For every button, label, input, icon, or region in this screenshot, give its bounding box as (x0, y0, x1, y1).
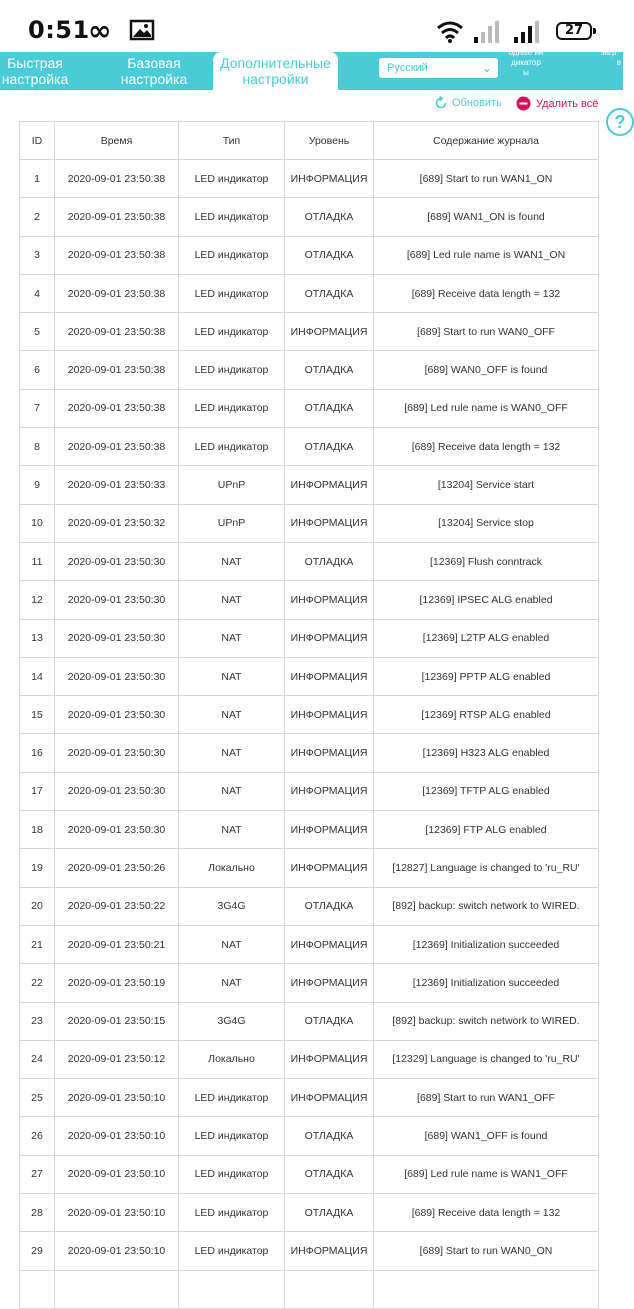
cell-level: ИНФОРМАЦИЯ (285, 964, 374, 1002)
table-row (20, 1155, 599, 1193)
partial-text: дикатор (511, 58, 541, 67)
partial-text: загр (601, 48, 617, 57)
cell-level: ИНФОРМАЦИЯ (285, 734, 374, 772)
tab-label: Базовая (127, 55, 181, 71)
table-row (20, 619, 599, 657)
cell-level: ИНФОРМАЦИЯ (285, 1079, 374, 1117)
cell-id: 21 (20, 925, 55, 963)
cell-type: NAT (179, 542, 285, 580)
cell-content: [892] backup: switch network to WIRED. (374, 887, 599, 925)
cell-level: ОТЛАДКА (285, 1117, 374, 1155)
cell-id: 27 (20, 1155, 55, 1193)
cell-content: [12369] Initialization succeeded (374, 925, 599, 963)
cell-level: ИНФОРМАЦИЯ (285, 160, 374, 198)
cell-content: [689] WAN0_OFF is found (374, 351, 599, 389)
cell-time: 2020-09-01 23:50:30 (55, 772, 179, 810)
cell-id: 28 (20, 1194, 55, 1232)
table-row (20, 1040, 599, 1078)
signal-2-icon (512, 20, 542, 44)
cell-content: [12827] Language is changed to 'ru_RU' (374, 849, 599, 887)
table-row (20, 696, 599, 734)
cell-content: [689] Start to run WAN0_OFF (374, 313, 599, 351)
cell-time: 2020-09-01 23:50:38 (55, 428, 179, 466)
cell-content: [12369] L2TP ALG enabled (374, 619, 599, 657)
cell-id: 8 (20, 428, 55, 466)
tab-label: настройка (120, 71, 188, 87)
cell-type: NAT (179, 964, 285, 1002)
column-header-content[interactable]: Содержание журнала (374, 122, 599, 160)
cell-id: 5 (20, 313, 55, 351)
cell-time: 2020-09-01 23:50:38 (55, 351, 179, 389)
cell-type: UPnP (179, 466, 285, 504)
cell-type: Локально (179, 849, 285, 887)
cell-type: LED индикатор (179, 236, 285, 274)
delete-all-label: Удалить всё (536, 97, 599, 110)
partial-text: одные ин (508, 48, 544, 57)
cell-level (285, 1270, 374, 1308)
cell-content: [689] Receive data length = 132 (374, 1194, 599, 1232)
table-row (20, 811, 599, 849)
cell-time: 2020-09-01 23:50:33 (55, 466, 179, 504)
language-select[interactable] (378, 57, 499, 79)
table-row (20, 657, 599, 695)
cell-level: ОТЛАДКА (285, 351, 374, 389)
cell-level: ИНФОРМАЦИЯ (285, 1040, 374, 1078)
cell-time: 2020-09-01 23:50:38 (55, 274, 179, 312)
cell-type: NAT (179, 581, 285, 619)
cell-type (179, 1270, 285, 1308)
table-row (20, 1232, 599, 1270)
cell-id: 14 (20, 657, 55, 695)
cell-time: 2020-09-01 23:50:15 (55, 1002, 179, 1040)
cell-time (55, 1270, 179, 1308)
cell-id: 25 (20, 1079, 55, 1117)
table-row (20, 581, 599, 619)
cell-id: 6 (20, 351, 55, 389)
cell-level: ОТЛАДКА (285, 274, 374, 312)
cell-level: ИНФОРМАЦИЯ (285, 581, 374, 619)
cell-id: 16 (20, 734, 55, 772)
cell-content: [689] Receive data length = 132 (374, 428, 599, 466)
cell-type: LED индикатор (179, 1117, 285, 1155)
cell-content: [689] Start to run WAN0_ON (374, 1232, 599, 1270)
cell-type: LED индикатор (179, 1155, 285, 1193)
column-header-level[interactable]: Уровень (285, 122, 374, 160)
table-row (20, 428, 599, 466)
cell-type: UPnP (179, 504, 285, 542)
cell-type: LED индикатор (179, 160, 285, 198)
cell-time: 2020-09-01 23:50:10 (55, 1079, 179, 1117)
cell-time: 2020-09-01 23:50:22 (55, 887, 179, 925)
table-row (20, 274, 599, 312)
partial-text: в (616, 58, 621, 67)
cell-time: 2020-09-01 23:50:38 (55, 389, 179, 427)
cell-id (20, 1270, 55, 1308)
cell-time: 2020-09-01 23:50:10 (55, 1117, 179, 1155)
cell-id: 13 (20, 619, 55, 657)
cell-content: [12369] FTP ALG enabled (374, 811, 599, 849)
system-log-table (19, 121, 599, 1309)
cell-content: [689] Receive data length = 132 (374, 274, 599, 312)
cell-time: 2020-09-01 23:50:30 (55, 734, 179, 772)
cell-content: [12369] Initialization succeeded (374, 964, 599, 1002)
cell-level: ОТЛАДКА (285, 887, 374, 925)
cell-id: 9 (20, 466, 55, 504)
cell-level: ОТЛАДКА (285, 1194, 374, 1232)
cell-time: 2020-09-01 23:50:10 (55, 1194, 179, 1232)
cell-content (374, 1270, 599, 1308)
partial-text: ы (523, 68, 529, 77)
table-row (20, 236, 599, 274)
tab-advanced[interactable] (213, 52, 338, 90)
table-row (20, 351, 599, 389)
cell-time: 2020-09-01 23:50:21 (55, 925, 179, 963)
table-row (20, 772, 599, 810)
cell-id: 22 (20, 964, 55, 1002)
table-row (20, 542, 599, 580)
cell-level: ОТЛАДКА (285, 542, 374, 580)
cell-level: ИНФОРМАЦИЯ (285, 504, 374, 542)
cell-type: NAT (179, 734, 285, 772)
cell-content: [892] backup: switch network to WIRED. (374, 1002, 599, 1040)
cell-type: LED индикатор (179, 428, 285, 466)
signal-1-icon (472, 20, 500, 44)
cell-id: 10 (20, 504, 55, 542)
table-row (20, 964, 599, 1002)
cell-level: ИНФОРМАЦИЯ (285, 849, 374, 887)
cell-level: ИНФОРМАЦИЯ (285, 696, 374, 734)
cell-type: NAT (179, 925, 285, 963)
infinity-icon: ∞ (88, 14, 112, 47)
table-row (20, 466, 599, 504)
table-row (20, 1002, 599, 1040)
cell-type: LED индикатор (179, 198, 285, 236)
refresh-button[interactable] (434, 96, 502, 110)
delete-all-button[interactable] (516, 96, 598, 111)
status-bar (0, 0, 623, 52)
cell-id: 26 (20, 1117, 55, 1155)
cell-time: 2020-09-01 23:50:10 (55, 1155, 179, 1193)
cell-level: ИНФОРМАЦИЯ (285, 657, 374, 695)
cell-time: 2020-09-01 23:50:38 (55, 236, 179, 274)
help-icon[interactable]: ? (606, 108, 634, 136)
cell-type: LED индикатор (179, 351, 285, 389)
cell-type: LED индикатор (179, 313, 285, 351)
column-header-id[interactable]: ID (20, 122, 55, 160)
cell-id: 19 (20, 849, 55, 887)
table-row (20, 198, 599, 236)
wifi-icon (436, 20, 464, 44)
cell-id: 3 (20, 236, 55, 274)
cell-type: NAT (179, 619, 285, 657)
table-row (20, 1079, 599, 1117)
cell-id: 24 (20, 1040, 55, 1078)
cell-type: LED индикатор (179, 1079, 285, 1117)
nav-partial-label-right[interactable] (601, 48, 623, 68)
cell-type: NAT (179, 696, 285, 734)
cell-type: NAT (179, 657, 285, 695)
cell-id: 29 (20, 1232, 55, 1270)
table-body (20, 160, 599, 1309)
table-row (20, 1270, 599, 1308)
cell-time: 2020-09-01 23:50:38 (55, 198, 179, 236)
cell-level: ОТЛАДКА (285, 1155, 374, 1193)
table-row (20, 504, 599, 542)
table-row (20, 734, 599, 772)
refresh-label: Обновить (452, 97, 502, 109)
table-row (20, 160, 599, 198)
cell-content: [689] Start to run WAN1_ON (374, 160, 599, 198)
cell-content: [13204] Service start (374, 466, 599, 504)
cell-level: ИНФОРМАЦИЯ (285, 466, 374, 504)
cell-id: 12 (20, 581, 55, 619)
cell-time: 2020-09-01 23:50:12 (55, 1040, 179, 1078)
cell-time: 2020-09-01 23:50:30 (55, 542, 179, 580)
cell-time: 2020-09-01 23:50:19 (55, 964, 179, 1002)
cell-content: [689] Led rule name is WAN0_OFF (374, 389, 599, 427)
cell-time: 2020-09-01 23:50:38 (55, 313, 179, 351)
cell-id: 20 (20, 887, 55, 925)
table-row (20, 313, 599, 351)
cell-id: 17 (20, 772, 55, 810)
cell-time: 2020-09-01 23:50:30 (55, 696, 179, 734)
table-row (20, 389, 599, 427)
table-row (20, 1117, 599, 1155)
language-value: Русский (387, 62, 428, 74)
cell-time: 2020-09-01 23:50:32 (55, 504, 179, 542)
cell-content: [689] Start to run WAN1_OFF (374, 1079, 599, 1117)
battery-icon: 27 (556, 22, 592, 40)
cell-type: LED индикатор (179, 389, 285, 427)
delete-icon (516, 96, 531, 111)
cell-type: 3G4G (179, 1002, 285, 1040)
cell-time: 2020-09-01 23:50:30 (55, 581, 179, 619)
cell-time: 2020-09-01 23:50:38 (55, 160, 179, 198)
cell-type: NAT (179, 772, 285, 810)
cell-id: 18 (20, 811, 55, 849)
cell-type: LED индикатор (179, 274, 285, 312)
cell-id: 11 (20, 542, 55, 580)
top-nav (0, 48, 623, 90)
cell-level: ОТЛАДКА (285, 236, 374, 274)
table-row (20, 849, 599, 887)
table-header-row (20, 122, 599, 160)
cell-content: [12369] H323 ALG enabled (374, 734, 599, 772)
image-notification-icon (130, 20, 154, 40)
cell-content: [12329] Language is changed to 'ru_RU' (374, 1040, 599, 1078)
cell-content: [13204] Service stop (374, 504, 599, 542)
cell-level: ИНФОРМАЦИЯ (285, 619, 374, 657)
cell-time: 2020-09-01 23:50:10 (55, 1232, 179, 1270)
cell-id: 4 (20, 274, 55, 312)
cell-id: 1 (20, 160, 55, 198)
chevron-down-icon: ⌄ (481, 61, 492, 75)
tab-label: Дополнительные (220, 55, 331, 71)
table-row (20, 887, 599, 925)
cell-content: [12369] IPSEC ALG enabled (374, 581, 599, 619)
cell-content: [12369] Flush conntrack (374, 542, 599, 580)
tab-label: Быстрая (7, 55, 63, 71)
cell-level: ИНФОРМАЦИЯ (285, 1232, 374, 1270)
tab-basic[interactable] (108, 52, 200, 90)
cell-content: [689] WAN1_OFF is found (374, 1117, 599, 1155)
cell-level: ОТЛАДКА (285, 428, 374, 466)
cell-id: 7 (20, 389, 55, 427)
cell-type: 3G4G (179, 887, 285, 925)
tab-label: настройка (1, 71, 69, 87)
tab-label: настройки (242, 71, 309, 87)
cell-time: 2020-09-01 23:50:26 (55, 849, 179, 887)
nav-partial-label[interactable] (504, 48, 548, 78)
cell-level: ИНФОРМАЦИЯ (285, 313, 374, 351)
column-header-time[interactable]: Время (55, 122, 179, 160)
cell-content: [689] Led rule name is WAN1_OFF (374, 1155, 599, 1193)
cell-level: ИНФОРМАЦИЯ (285, 811, 374, 849)
cell-type: LED индикатор (179, 1194, 285, 1232)
cell-level: ИНФОРМАЦИЯ (285, 772, 374, 810)
table-row (20, 925, 599, 963)
cell-time: 2020-09-01 23:50:30 (55, 811, 179, 849)
cell-content: [12369] TFTP ALG enabled (374, 772, 599, 810)
cell-level: ИНФОРМАЦИЯ (285, 925, 374, 963)
cell-type: LED индикатор (179, 1232, 285, 1270)
cell-level: ОТЛАДКА (285, 1002, 374, 1040)
log-actions (0, 96, 623, 116)
table-row (20, 1194, 599, 1232)
refresh-icon (434, 96, 448, 110)
cell-level: ОТЛАДКА (285, 389, 374, 427)
cell-time: 2020-09-01 23:50:30 (55, 657, 179, 695)
clock: 0:51 (28, 16, 90, 44)
cell-content: [689] Led rule name is WAN1_ON (374, 236, 599, 274)
cell-content: [689] WAN1_ON is found (374, 198, 599, 236)
column-header-type[interactable]: Тип (179, 122, 285, 160)
cell-type: NAT (179, 811, 285, 849)
cell-id: 15 (20, 696, 55, 734)
cell-content: [12369] RTSP ALG enabled (374, 696, 599, 734)
cell-type: Локально (179, 1040, 285, 1078)
tab-quick-setup[interactable] (0, 52, 70, 90)
cell-content: [12369] PPTP ALG enabled (374, 657, 599, 695)
cell-id: 23 (20, 1002, 55, 1040)
cell-id: 2 (20, 198, 55, 236)
cell-time: 2020-09-01 23:50:30 (55, 619, 179, 657)
cell-level: ОТЛАДКА (285, 198, 374, 236)
